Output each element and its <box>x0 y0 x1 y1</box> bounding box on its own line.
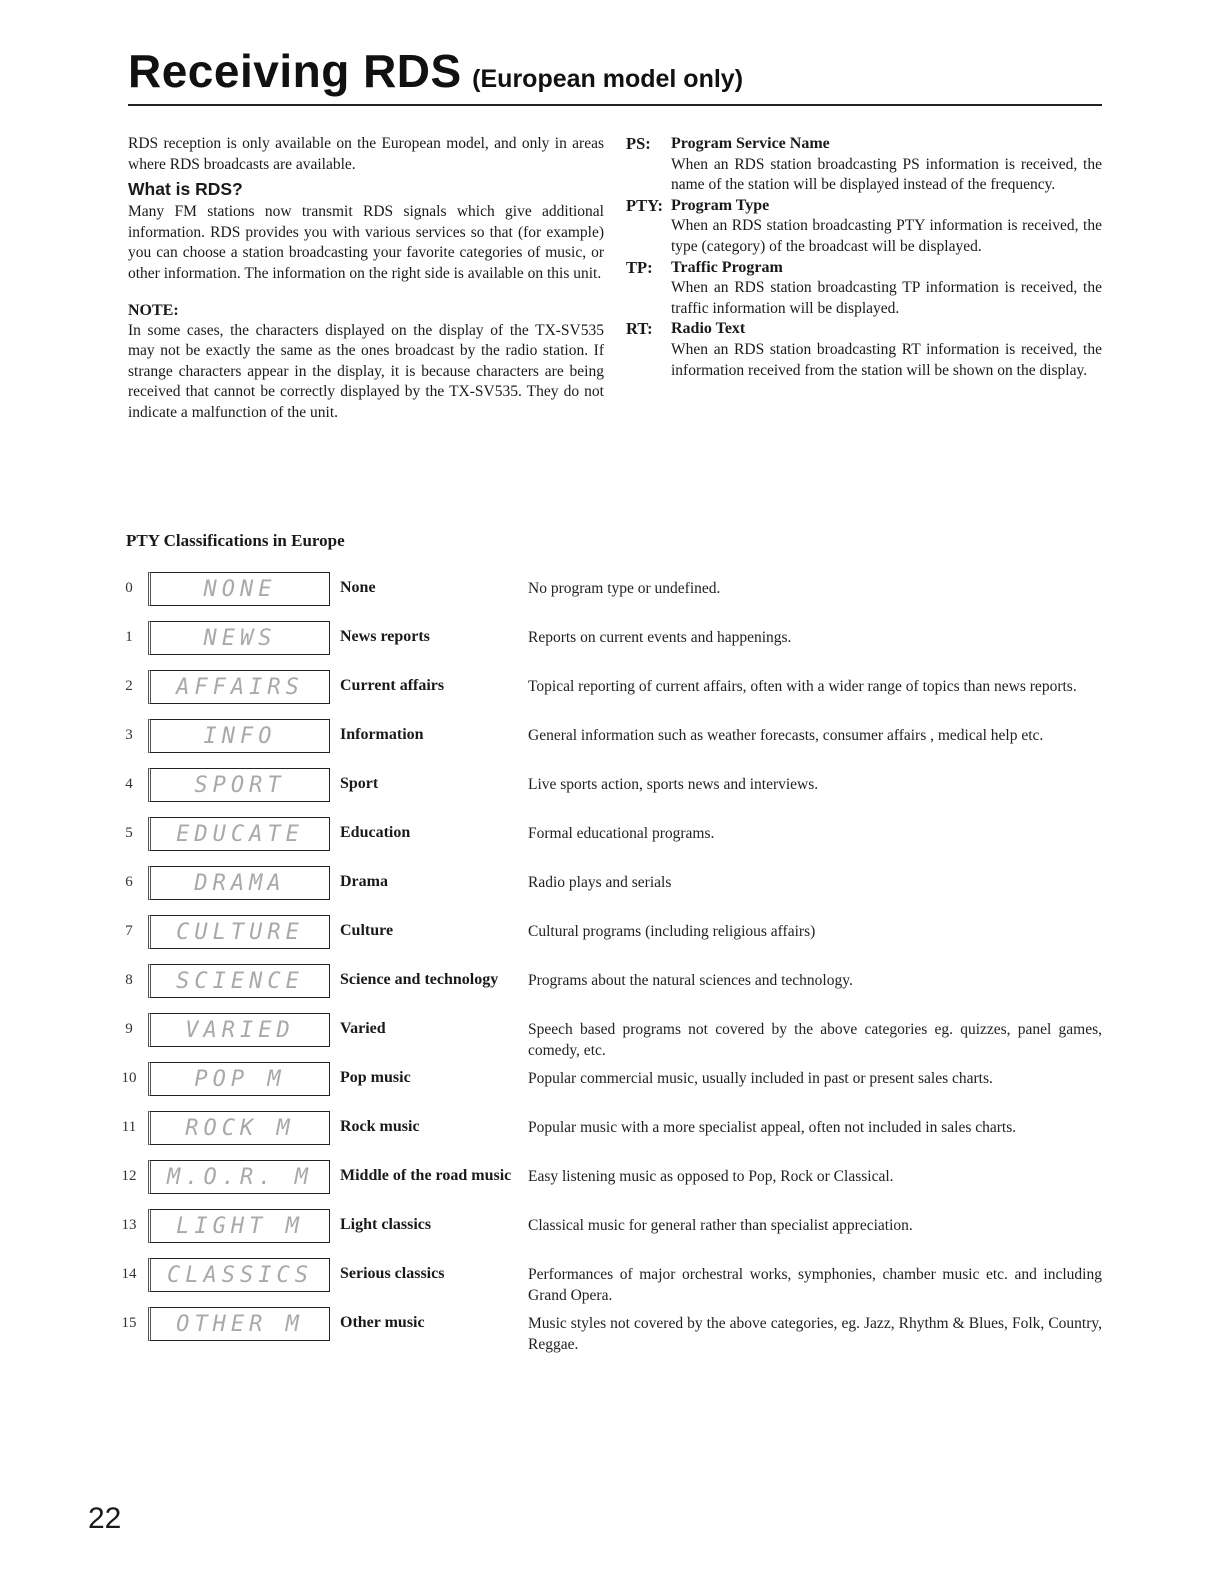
pty-row <box>118 1307 1102 1356</box>
pty-number: 8 <box>125 972 133 988</box>
pty-row <box>118 670 1102 719</box>
pty-display-text: AFFAIRS <box>176 675 304 700</box>
pty-display-text: NEWS <box>203 626 277 651</box>
title-subtitle: (European model only) <box>472 65 744 93</box>
pty-name: Sport <box>340 775 379 792</box>
pty-display-text: INFO <box>203 724 277 749</box>
pty-description: Radio plays and serials <box>528 874 672 891</box>
pty-row <box>118 915 1102 964</box>
pty-display-text: NONE <box>203 577 277 602</box>
definition-text: When an RDS station broadcasting PTY information is received, the type (category) of the broadcast will be displayed. <box>671 217 1102 255</box>
pty-name: Pop music <box>340 1069 411 1086</box>
definition-term: Radio Text <box>671 320 746 338</box>
pty-number: 5 <box>125 825 133 841</box>
pty-name: Information <box>340 726 424 743</box>
definition-text: When an RDS station broadcasting RT information is received, the information received from the station will be shown on the display. <box>671 340 1102 379</box>
pty-number: 15 <box>121 1315 137 1331</box>
pty-row <box>118 1258 1102 1307</box>
pty-description: Speech based programs not covered by the above categories eg. quizzes, panel games, comedy, etc. <box>528 1021 1102 1059</box>
pty-row <box>118 1160 1102 1209</box>
pty-number: 13 <box>121 1217 137 1233</box>
pty-display <box>148 1307 330 1341</box>
pty-description: General information such as weather forecasts, consumer affairs , medical help etc. <box>528 727 1044 744</box>
pty-number: 11 <box>121 1119 137 1135</box>
pty-description: Topical reporting of current affairs, often with a wider range of topics than news reports. <box>528 678 1077 695</box>
pty-description: Formal educational programs. <box>528 825 715 842</box>
pty-name: Education <box>340 824 411 841</box>
pty-description: Live sports action, sports news and interviews. <box>528 776 819 793</box>
page-number: 22 <box>88 1502 122 1535</box>
pty-display <box>148 768 330 802</box>
definition-term: Program Service Name <box>671 135 830 152</box>
pty-display-text: ROCK M <box>185 1116 295 1141</box>
definition-abbr: TP: <box>626 257 653 277</box>
pty-row <box>118 1111 1102 1160</box>
definition-tp <box>626 258 1102 320</box>
pty-display <box>148 1013 330 1047</box>
pty-display-text: CLASSICS <box>167 1263 313 1288</box>
pty-number: 10 <box>121 1070 137 1086</box>
definition-abbr: PS: <box>626 134 651 153</box>
pty-display-text: EDUCATE <box>176 822 304 847</box>
header-divider <box>128 104 1102 106</box>
pty-row <box>118 719 1102 768</box>
pty-display <box>148 719 330 753</box>
pty-display <box>148 1258 330 1292</box>
pty-row <box>118 1062 1102 1111</box>
pty-display-text: OTHER M <box>176 1312 304 1337</box>
what-is-rds-text: Many FM stations now transmit RDS signals which give additional information. RDS provides you with various services so that (for example) you can choose a station broadcasting your favorite categories of music, or other information. The information on the right side is available on this unit. <box>128 203 604 282</box>
pty-display-text: DRAMA <box>194 871 286 896</box>
pty-display <box>148 1160 330 1194</box>
pty-display <box>148 621 330 655</box>
pty-number: 14 <box>121 1266 137 1282</box>
pty-display <box>148 1062 330 1096</box>
pty-name: None <box>340 579 376 596</box>
pty-description: Popular music with a more specialist appeal, often not included in sales charts. <box>528 1119 1017 1136</box>
page-title <box>128 44 743 98</box>
title-main: Receiving RDS <box>128 45 462 97</box>
pty-name: Middle of the road music <box>340 1167 512 1184</box>
what-is-rds-heading: What is RDS? <box>128 179 243 200</box>
definitions-column <box>626 134 1102 381</box>
pty-description: No program type or undefined. <box>528 580 721 597</box>
pty-name: Serious classics <box>340 1265 445 1282</box>
pty-name: Science and technology <box>340 971 499 988</box>
intro-column <box>128 134 604 424</box>
pty-row <box>118 1013 1102 1062</box>
pty-row <box>118 817 1102 866</box>
pty-row <box>118 866 1102 915</box>
pty-number: 4 <box>125 776 133 792</box>
definition-term: Traffic Program <box>671 258 783 276</box>
pty-display <box>148 572 330 606</box>
pty-row <box>118 768 1102 817</box>
pty-number: 0 <box>125 580 133 596</box>
pty-display <box>148 915 330 949</box>
pty-display-text: CULTURE <box>176 920 304 945</box>
pty-display <box>148 1111 330 1145</box>
pty-description: Music styles not covered by the above categories, eg. Jazz, Rhythm & Blues, Folk, Country, Reggae. <box>528 1315 1102 1353</box>
pty-description: Reports on current events and happenings. <box>528 629 792 646</box>
pty-row <box>118 1209 1102 1258</box>
pty-name: Culture <box>340 922 394 939</box>
pty-display <box>148 866 330 900</box>
pty-description: Popular commercial music, usually included in past or present sales charts. <box>528 1070 993 1087</box>
pty-number: 2 <box>125 678 133 694</box>
pty-display <box>148 1209 330 1243</box>
pty-number: 6 <box>125 874 133 890</box>
pty-name: Light classics <box>340 1216 432 1233</box>
note-text: In some cases, the characters displayed on the display of the TX-SV535 may not be exactly the same as the ones broadcast by the radio station. If strange characters appear in the display, it is because characters are being received that cannot be correctly displayed by the TX-SV535. They do not indicate a malfunction of the unit. <box>128 321 604 421</box>
pty-heading: PTY Classifications in Europe <box>126 531 345 550</box>
pty-display <box>148 964 330 998</box>
pty-name: Rock music <box>340 1118 420 1135</box>
pty-name: Other music <box>340 1314 425 1331</box>
pty-description: Cultural programs (including religious affairs) <box>528 923 816 940</box>
pty-number: 7 <box>125 923 133 939</box>
definition-text: When an RDS station broadcasting TP information is received, the traffic information will be displayed. <box>671 279 1102 317</box>
pty-number: 3 <box>125 727 133 743</box>
pty-description: Classical music for general rather than specialist appreciation. <box>528 1217 913 1234</box>
definition-ps <box>626 134 1102 196</box>
pty-name: News reports <box>340 628 430 645</box>
pty-row <box>118 572 1102 621</box>
definition-rt <box>626 319 1102 381</box>
pty-name: Varied <box>340 1020 386 1037</box>
pty-display-text: VARIED <box>185 1018 295 1043</box>
definition-pty <box>626 196 1102 258</box>
pty-display-text: SPORT <box>194 773 286 798</box>
pty-number: 1 <box>125 629 133 645</box>
pty-display <box>148 670 330 704</box>
definition-abbr: PTY: <box>626 195 663 215</box>
pty-number: 9 <box>125 1021 133 1037</box>
pty-row <box>118 621 1102 670</box>
note-heading: NOTE: <box>128 301 179 319</box>
pty-display-text: LIGHT M <box>176 1214 304 1239</box>
pty-display-text: SCIENCE <box>176 969 304 994</box>
definition-abbr: RT: <box>626 319 653 339</box>
pty-display-text: POP M <box>194 1067 286 1092</box>
pty-number: 12 <box>121 1168 137 1184</box>
pty-description: Easy listening music as opposed to Pop, Rock or Classical. <box>528 1168 894 1185</box>
intro-paragraph: RDS reception is only available on the European model, and only in areas where RDS broadcasts are available. <box>128 135 604 173</box>
pty-description: Performances of major orchestral works, symphonies, chamber music etc. and including Grand Opera. <box>528 1266 1102 1304</box>
pty-display <box>148 817 330 851</box>
definition-term: Program Type <box>671 196 770 214</box>
pty-name: Drama <box>340 873 388 890</box>
pty-name: Current affairs <box>340 677 445 694</box>
definition-text: When an RDS station broadcasting PS information is received, the name of the station will be displayed instead of the frequency. <box>671 155 1102 194</box>
pty-row <box>118 964 1102 1013</box>
pty-description: Programs about the natural sciences and technology. <box>528 972 853 989</box>
pty-display-text: M.O.R. M <box>167 1165 313 1190</box>
